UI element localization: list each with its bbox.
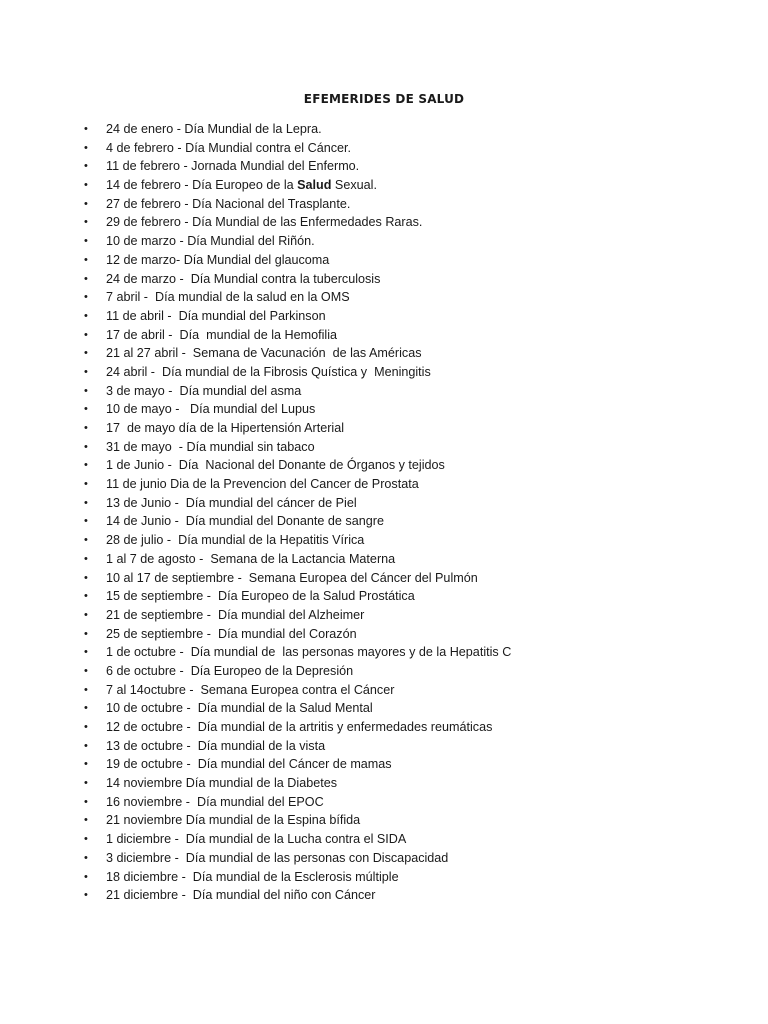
list-item [84, 531, 511, 550]
list-item [84, 512, 511, 531]
page-title: EFEMERIDES DE SALUD [303, 92, 465, 106]
list-item-text: 11 de junio Dia de la Prevencion del Cancer de Prostata [106, 477, 419, 492]
bullet-icon: • [84, 590, 88, 603]
bullet-icon: • [84, 365, 88, 378]
list-item-text: 6 de octubre - Día Europeo de la Depresión [106, 663, 354, 678]
list-item [84, 849, 511, 868]
bullet-icon: • [84, 721, 88, 733]
list-item [84, 681, 511, 700]
list-item [84, 830, 511, 849]
list-item [84, 811, 511, 830]
bullet-icon: • [84, 384, 88, 397]
list-item-text: 4 de febrero - Día Mundial contra el Cáncer. [106, 140, 352, 155]
list-item-text: 10 de marzo - Día Mundial del Riñón. [106, 234, 315, 249]
list-item-text: 10 al 17 de septiembre - Semana Europea del Cáncer del Pulmón [106, 570, 478, 585]
bullet-icon: • [84, 141, 88, 154]
list-item [84, 868, 511, 887]
list-item-text: 18 diciembre - Día mundial de la Esclerosis múltiple [106, 869, 399, 884]
bullet-icon: • [84, 851, 88, 864]
list-item-text: 11 de febrero - Jornada Mundial del Enfermo. [106, 159, 360, 174]
list-item [84, 270, 511, 289]
bullet-icon: • [84, 646, 88, 659]
bullet-icon: • [84, 123, 88, 135]
list-item [84, 625, 511, 644]
bullet-icon: • [84, 515, 88, 528]
bullet-icon: • [84, 777, 88, 790]
list-item [84, 755, 511, 774]
bullet-icon: • [84, 291, 88, 304]
list-item-text: 17 de mayo día de la Hipertensión Arterial [106, 421, 345, 435]
bullet-icon: • [84, 702, 88, 715]
bullet-icon: • [84, 870, 88, 883]
list-item [84, 494, 511, 513]
list-item [84, 718, 511, 737]
list-item-text: 1 al 7 de agosto - Semana de la Lactancia Materna [106, 551, 396, 566]
list-item [84, 569, 511, 588]
bullet-icon: • [84, 608, 88, 621]
list-item-text: 12 de octubre - Día mundial de la artritis y enfermedades reumáticas [106, 720, 493, 734]
list-item [84, 475, 511, 494]
list-item-text: 24 de marzo - Día Mundial contra la tuberculosis [106, 271, 381, 286]
bullet-icon: • [84, 795, 88, 808]
list-item [84, 587, 511, 606]
bullet-icon: • [84, 179, 88, 192]
list-item [84, 606, 511, 625]
list-item-text: 13 de Junio - Día mundial del cáncer de Piel [106, 495, 357, 510]
list-item [84, 213, 511, 232]
bullet-icon: • [84, 758, 88, 771]
bullet-icon: • [84, 328, 88, 341]
list-item [84, 363, 511, 382]
list-item-text: 25 de septiembre - Día mundial del Corazón [106, 626, 357, 641]
list-item [84, 326, 511, 345]
bullet-icon: • [84, 739, 88, 752]
list-item [84, 793, 511, 812]
bullet-icon: • [84, 403, 88, 416]
list-item [84, 288, 511, 307]
list-item-text: 3 diciembre - Día mundial de las personas con Discapacidad [106, 850, 449, 865]
list-item [84, 307, 511, 326]
bullet-icon: • [84, 664, 88, 677]
list-item [84, 662, 511, 681]
list-item-text-end: Sexual. [331, 178, 377, 193]
list-item-text: 14 de Junio - Día mundial del Donante de sangre [106, 514, 384, 529]
list-item [84, 438, 511, 457]
bullet-icon: • [84, 160, 88, 173]
list-item [84, 157, 511, 176]
bullet-icon: • [84, 422, 88, 434]
list-item [84, 195, 511, 214]
list-item-text: 7 abril - Día mundial de la salud en la OMS [106, 290, 350, 305]
bullet-icon: • [84, 627, 88, 640]
list-item-text: 14 noviembre Día mundial de la Diabetes [106, 776, 338, 791]
list-item-text: 24 abril - Día mundial de la Fibrosis Quística y Meningitis [106, 364, 431, 379]
list-item [84, 251, 511, 270]
list-item [84, 382, 511, 401]
bullet-icon: • [84, 253, 88, 266]
list-item-text: 24 de enero - Día Mundial de la Lepra. [106, 122, 322, 136]
list-item-text: 12 de marzo- Día Mundial del glaucoma [106, 252, 330, 267]
list-item-text: 17 de abril - Día mundial de la Hemofilia [106, 327, 337, 342]
list-item-text: 13 de octubre - Día mundial de la vista [106, 738, 326, 753]
list-item [84, 643, 511, 662]
list-item-bold-text: Salud [297, 178, 332, 193]
list-item-text: 21 noviembre Día mundial de la Espina bífida [106, 813, 361, 828]
bullet-icon: • [84, 534, 88, 547]
bullet-icon: • [84, 272, 88, 285]
efemerides-list [84, 120, 511, 905]
bullet-icon: • [84, 833, 88, 846]
list-item [84, 344, 511, 363]
list-item [84, 456, 511, 475]
list-item-text: 16 noviembre - Día mundial del EPOC [106, 794, 324, 809]
list-item [84, 550, 511, 569]
list-item [84, 120, 511, 139]
list-item-text: 1 de octubre - Día mundial de las personas mayores y de la Hepatitis C [106, 645, 512, 660]
bullet-icon: • [84, 552, 88, 565]
list-item [84, 699, 511, 718]
bullet-icon: • [84, 309, 88, 322]
list-item [84, 139, 511, 158]
list-item [84, 232, 511, 251]
bullet-icon: • [84, 197, 88, 210]
list-item [84, 886, 511, 905]
bullet-icon: • [84, 459, 88, 472]
list-item-text: 21 de septiembre - Día mundial del Alzheimer [106, 607, 365, 622]
bullet-icon: • [84, 440, 88, 453]
list-item [84, 176, 511, 195]
bullet-icon: • [84, 347, 88, 360]
list-item-text: 31 de mayo - Día mundial sin tabaco [106, 439, 315, 454]
bullet-icon: • [84, 478, 88, 491]
list-item-text: 7 al 14octubre - Semana Europea contra el Cáncer [106, 682, 395, 697]
list-item-text: 1 diciembre - Día mundial de la Lucha contra el SIDA [106, 832, 407, 847]
list-item-text: 21 al 27 abril - Semana de Vacunación de las Américas [106, 346, 422, 361]
list-item-text: 10 de octubre - Día mundial de la Salud Mental [106, 701, 373, 716]
bullet-icon: • [84, 571, 88, 584]
bullet-icon: • [84, 889, 88, 902]
list-item-text: 14 de febrero - Día Europeo de la [106, 178, 298, 193]
list-item-text: 29 de febrero - Día Mundial de las Enfermedades Raras. [106, 215, 423, 230]
bullet-icon: • [84, 683, 88, 696]
list-item-text: 28 de julio - Día mundial de la Hepatitis Vírica [106, 533, 365, 548]
list-item-text: 27 de febrero - Día Nacional del Trasplante. [106, 196, 351, 211]
list-item-text: 21 diciembre - Día mundial del niño con Cáncer [106, 888, 376, 903]
list-item [84, 774, 511, 793]
list-item-text: 1 de Junio - Día Nacional del Donante de Órganos y tejidos [106, 458, 445, 473]
list-item-text: 10 de mayo - Día mundial del Lupus [106, 402, 316, 417]
list-item-text: 19 de octubre - Día mundial del Cáncer de mamas [106, 757, 392, 772]
list-item-text: 15 de septiembre - Día Europeo de la Salud Prostática [106, 589, 415, 604]
list-item [84, 737, 511, 756]
list-item-text: 3 de mayo - Día mundial del asma [106, 383, 302, 398]
bullet-icon: • [84, 496, 88, 509]
list-item [84, 419, 511, 438]
bullet-icon: • [84, 235, 88, 248]
bullet-icon: • [84, 814, 88, 827]
list-item-text: 11 de abril - Día mundial del Parkinson [106, 308, 326, 323]
bullet-icon: • [84, 216, 88, 229]
list-item [84, 400, 511, 419]
